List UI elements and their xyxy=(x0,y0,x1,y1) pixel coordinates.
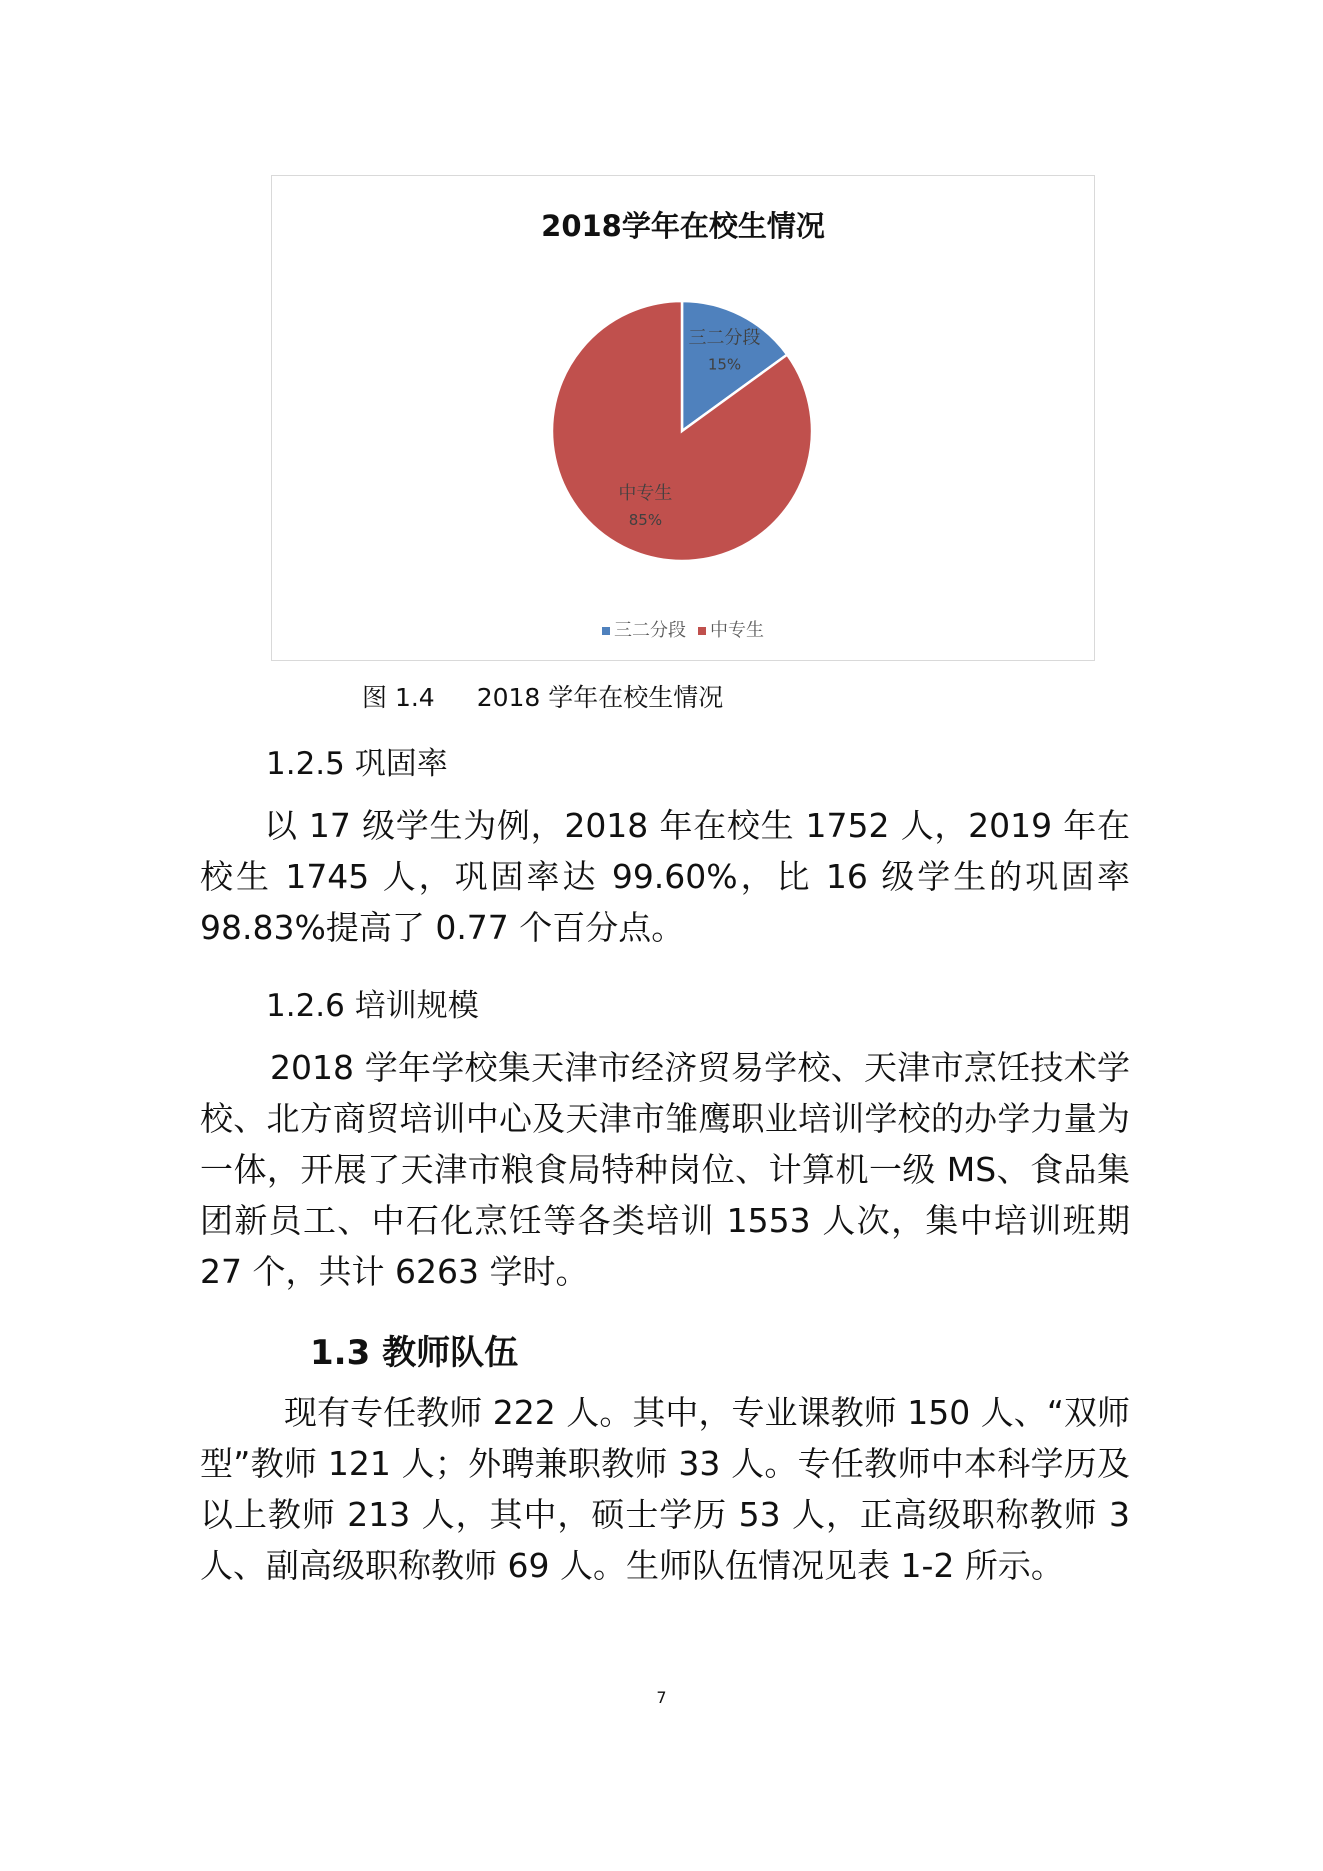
page-number: 7 xyxy=(656,1688,667,1707)
heading-retention: 1.2.5 巩固率 xyxy=(266,746,448,782)
pie-label-category-1: 三二分段 xyxy=(688,327,761,349)
legend-item-2 xyxy=(698,616,764,642)
section-title-teachers: 1.3 教师队伍 xyxy=(310,1333,519,1373)
legend-swatch-2 xyxy=(698,627,706,635)
pie-chart-svg xyxy=(272,176,1096,662)
heading-training: 1.2.6 培训规模 xyxy=(266,988,479,1024)
chart-legend xyxy=(272,616,1094,642)
paragraph-training: 2018 学年学校集天津市经济贸易学校、天津市烹饪技术学校、北方商贸培训中心及天津市雏鹰职业培训学校的办学力量为一体，开展了天津市粮食局特种岗位、计算机一级 MS、食品集团新员工、中石化烹饪等各类培训 1553 人次，集中培训班期 27 个，共计 6263 学时。 xyxy=(200,1048,1130,1291)
pie-label-percent-1: 15% xyxy=(707,355,742,374)
pie-label-percent-2: 85% xyxy=(628,510,663,529)
chart-title: 2018学年在校生情况 xyxy=(541,209,825,243)
legend-item-1 xyxy=(602,616,686,642)
pie-chart xyxy=(271,175,1095,661)
pie-label-category-2: 中专生 xyxy=(618,482,673,504)
figure-caption xyxy=(362,678,723,714)
legend-label-1: 三二分段 xyxy=(614,620,686,641)
caption-text: 2018 学年在校生情况 xyxy=(476,683,724,712)
caption-number: 图 1.4 xyxy=(362,683,435,712)
paragraph-teachers: 现有专任教师 222 人。其中，专业课教师 150 人、“双师型”教师 121 人；外聘兼职教师 33 人。专任教师中本科学历及以上教师 213 人，其中，硕士学历 53 人，正高级职称教师 3 人、副高级职称教师 69 人。生师队伍情况见表 1-2 所示。 xyxy=(200,1393,1130,1585)
legend-swatch-1 xyxy=(602,627,610,635)
paragraph-retention: 以 17 级学生为例，2018 年在校生 1752 人，2019 年在校生 1745 人，巩固率达 99.60%，比 16 级学生的巩固率 98.83%提高了 0.77 个百分点。 xyxy=(200,806,1130,947)
legend-label-2: 中专生 xyxy=(710,620,764,641)
